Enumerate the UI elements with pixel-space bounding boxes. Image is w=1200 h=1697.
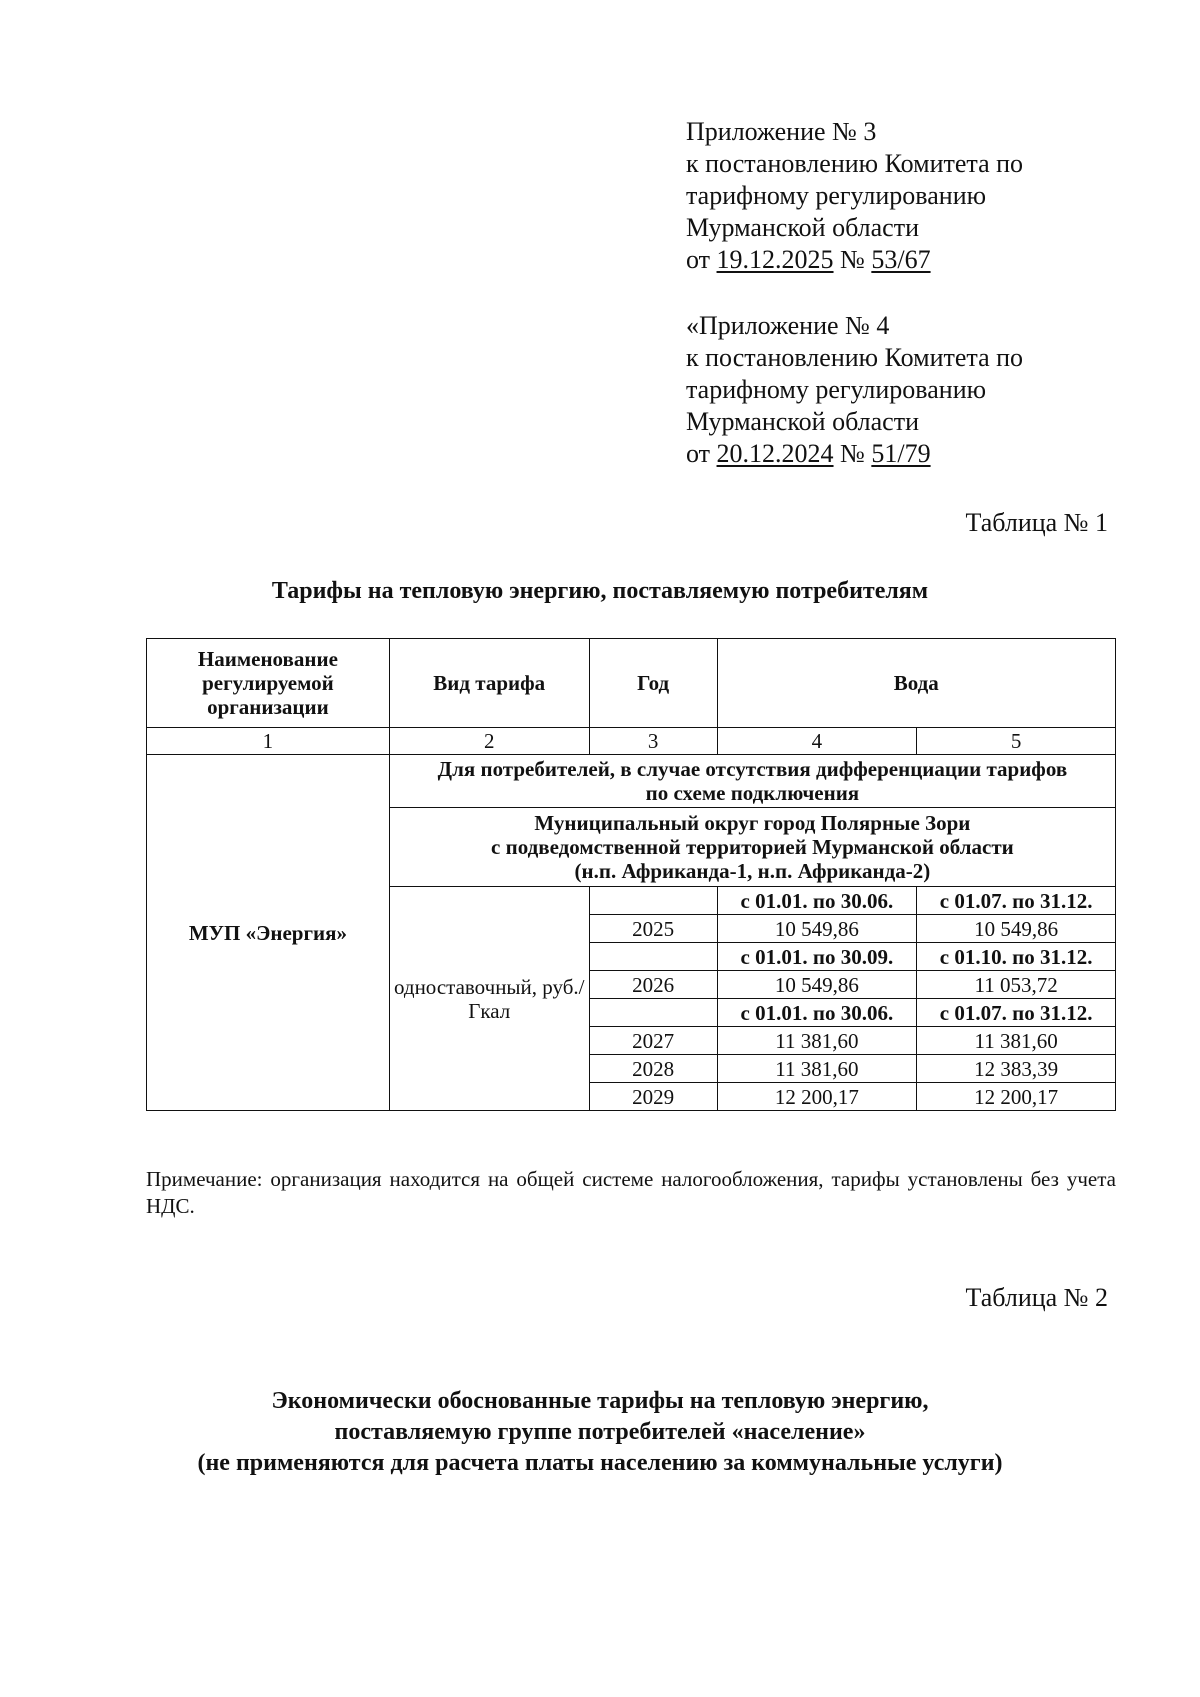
appendix-3-block	[686, 116, 1023, 276]
year-cell: 2029	[589, 1083, 717, 1111]
appendix-3-line3: тарифному регулированию	[686, 181, 987, 210]
appendix-4-date-line	[686, 438, 1023, 470]
section-2-line3: (н.п. Африканда-1, н.п. Африканда-2)	[574, 859, 931, 883]
appendix-4-line3: тарифному регулированию	[686, 375, 987, 404]
value-cell: 10 549,86	[917, 915, 1116, 943]
period-2: с 01.07. по 31.12.	[917, 887, 1116, 915]
value-cell: 12 200,17	[917, 1083, 1116, 1111]
table-2-label: Таблица № 2	[965, 1283, 1108, 1312]
period-1: с 01.01. по 30.06.	[717, 999, 917, 1027]
year-cell: 2028	[589, 1055, 717, 1083]
table-2-title-line1: Экономически обоснованные тарифы на тепловую энергию,	[271, 1388, 929, 1414]
org-name-cell: МУП «Энергия»	[147, 755, 390, 1111]
year-cell-empty	[589, 887, 717, 915]
year-cell-empty	[589, 999, 717, 1027]
appendix-4-line4: Мурманской области	[686, 407, 919, 436]
table-1-label: Таблица № 1	[965, 508, 1108, 537]
value-cell: 10 549,86	[717, 915, 917, 943]
period-1: с 01.01. по 30.06.	[717, 887, 917, 915]
appendix-3-from: от	[686, 245, 711, 274]
tariff-table	[146, 638, 1116, 1111]
value-cell: 11 381,60	[917, 1027, 1116, 1055]
tariff-type-cell: одноставочный, руб./Гкал	[389, 887, 589, 1111]
year-cell: 2026	[589, 971, 717, 999]
value-cell: 11 053,72	[917, 971, 1116, 999]
year-cell: 2027	[589, 1027, 717, 1055]
period-1: с 01.01. по 30.09.	[717, 943, 917, 971]
value-cell: 12 383,39	[917, 1055, 1116, 1083]
year-cell-empty	[589, 943, 717, 971]
table-1-note: Примечание: организация находится на общей системе налогообложения, тарифы установлены без учета НДС.	[146, 1167, 1116, 1218]
section-2-line1: Муниципальный округ город Полярные Зори	[534, 811, 971, 835]
header-org: Наименование регулируемой организации	[147, 639, 390, 728]
appendix-4-date: 20.12.2024	[716, 439, 834, 468]
value-cell: 11 381,60	[717, 1027, 917, 1055]
table-2-title-line3: (не применяются для расчета платы населению за коммунальные услуги)	[197, 1450, 1003, 1476]
section-1-row	[147, 755, 1116, 808]
section-1-heading: Для потребителей, в случае отсутствия дифференциации тарифов по схеме подключения	[389, 755, 1115, 808]
year-cell: 2025	[589, 915, 717, 943]
value-cell: 10 549,86	[717, 971, 917, 999]
appendix-4-title: «Приложение № 4	[686, 311, 890, 340]
table-1-title: Тарифы на тепловую энергию, поставляемую потребителям	[271, 578, 929, 604]
col-number: 5	[917, 728, 1116, 755]
col-number: 4	[717, 728, 917, 755]
appendix-3-line2: к постановлению Комитета по	[686, 149, 1024, 178]
appendix-4-num-sign: №	[840, 439, 865, 468]
table-2-title-line2: поставляемую группе потребителей «население»	[334, 1419, 866, 1445]
section-2-line2: с подведомственной территорией Мурманской области	[491, 835, 1014, 859]
column-numbers-row	[147, 728, 1116, 755]
period-2: с 01.10. по 31.12.	[917, 943, 1116, 971]
appendix-4-from: от	[686, 439, 711, 468]
appendix-4-line2: к постановлению Комитета по	[686, 343, 1024, 372]
appendix-3-title: Приложение № 3	[686, 117, 877, 146]
appendix-3-line4: Мурманской области	[686, 213, 919, 242]
appendix-4-block	[686, 310, 1023, 470]
table-2-title	[0, 1386, 1200, 1479]
appendix-4-number: 51/79	[871, 439, 931, 468]
section-2-heading	[389, 808, 1115, 887]
header-water: Вода	[717, 639, 1115, 728]
period-2: с 01.07. по 31.12.	[917, 999, 1116, 1027]
col-number: 1	[147, 728, 390, 755]
appendix-3-date-line	[686, 244, 1023, 276]
col-number: 3	[589, 728, 717, 755]
col-number: 2	[389, 728, 589, 755]
value-cell: 11 381,60	[717, 1055, 917, 1083]
appendix-3-date: 19.12.2025	[716, 245, 834, 274]
table-header-row	[147, 639, 1116, 728]
value-cell: 12 200,17	[717, 1083, 917, 1111]
header-year: Год	[589, 639, 717, 728]
appendix-3-num-sign: №	[840, 245, 865, 274]
header-tariff-type: Вид тарифа	[389, 639, 589, 728]
appendix-3-number: 53/67	[871, 245, 931, 274]
